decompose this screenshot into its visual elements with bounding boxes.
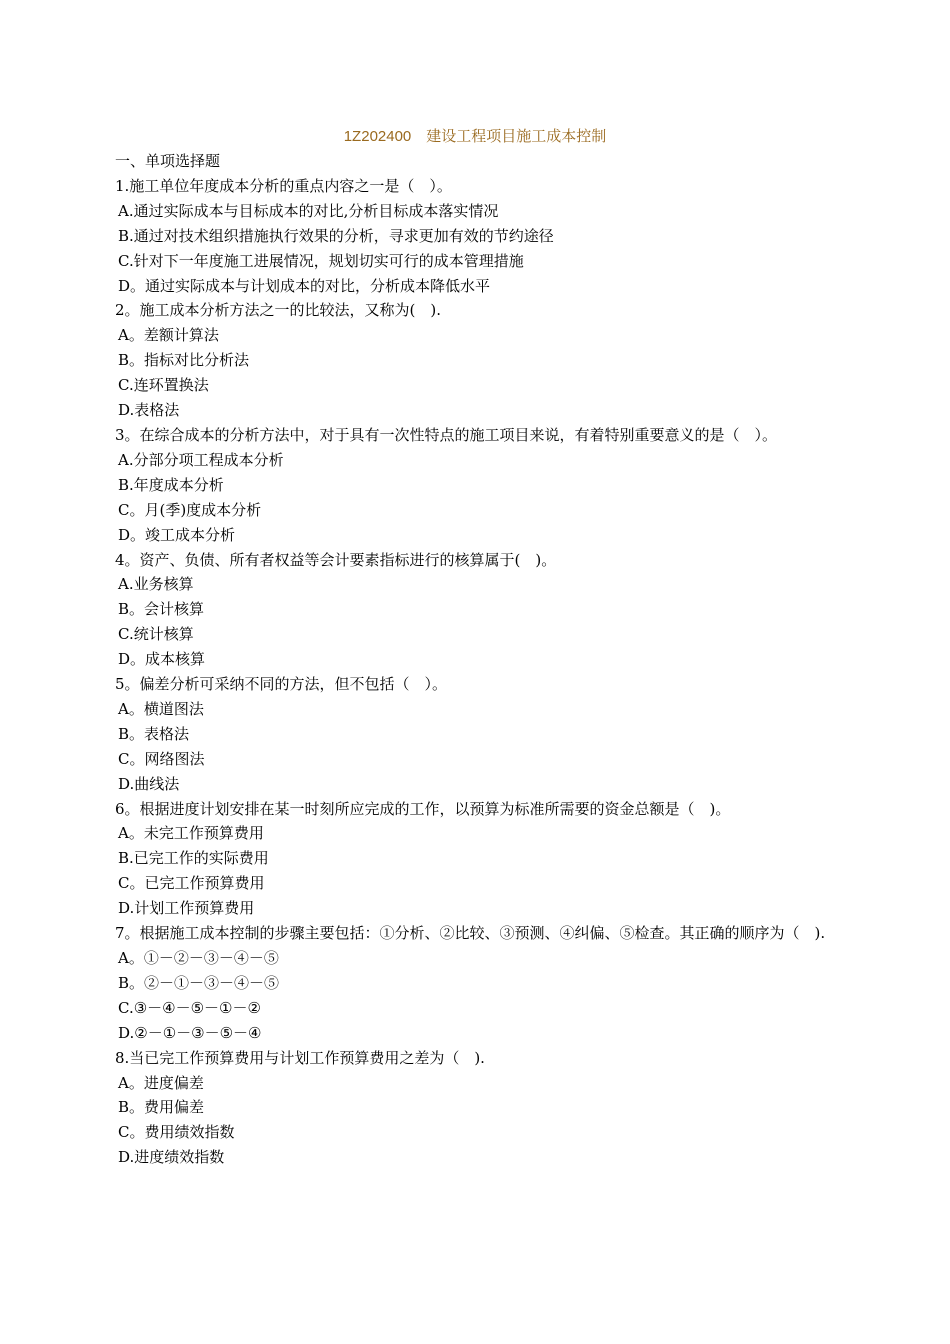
- question-stem: 1.施工单位年度成本分析的重点内容之一是（ ）。: [115, 176, 452, 195]
- option-a: A.业务核算: [118, 575, 194, 594]
- option-d: D.②－①－③－⑤－④: [118, 1023, 262, 1042]
- question-4: [115, 548, 838, 673]
- option-b: B.年度成本分析: [118, 475, 224, 494]
- question-5: [115, 672, 838, 797]
- option-d: D。通过实际成本与计划成本的对比，分析成本降低水平: [118, 276, 491, 295]
- question-stem: 8.当已完工作预算费用与计划工作预算费用之差为（ ).: [115, 1048, 485, 1067]
- option-d: D.进度绩效指数: [118, 1148, 225, 1167]
- option-b: B。指标对比分析法: [118, 351, 250, 370]
- option-d: D.表格法: [118, 401, 180, 420]
- question-6: [115, 797, 838, 922]
- option-c: C.连环置换法: [118, 376, 209, 395]
- question-7: [115, 921, 838, 1046]
- question-stem: 4。资产、负债、所有者权益等会计要素指标进行的核算属于( )。: [115, 550, 557, 569]
- question-stem: 3。在综合成本的分析方法中，对于具有一次性特点的施工项目来说，有着特别重要意义的是（ ）。: [115, 425, 778, 444]
- option-c: C。月(季)度成本分析: [118, 500, 262, 519]
- option-c: C.统计核算: [118, 625, 194, 644]
- option-d: D。成本核算: [118, 650, 206, 669]
- option-c: C.③－④－⑤－①－②: [118, 998, 261, 1017]
- option-b: B.通过对技术组织措施执行效果的分析，寻求更加有效的节约途径: [118, 226, 554, 245]
- section-heading: 一、单项选择题: [115, 152, 221, 170]
- question-stem: 2。施工成本分析方法之一的比较法，又称为( ).: [115, 301, 442, 320]
- option-a: A。进度偏差: [118, 1073, 204, 1092]
- option-c: C。费用绩效指数: [118, 1123, 235, 1142]
- option-b: B。表格法: [118, 724, 190, 743]
- option-a: A。差额计算法: [118, 326, 219, 345]
- option-b: B.已完工作的实际费用: [118, 849, 269, 868]
- option-a: A.通过实际成本与目标成本的对比,分析目标成本落实情况: [118, 201, 499, 220]
- option-a: A。①－②－③－④－⑤: [118, 949, 279, 967]
- question-8: [115, 1046, 838, 1171]
- question-stem: 5。偏差分析可采纳不同的方法，但不包括（ ）。: [115, 675, 448, 694]
- question-2: [115, 298, 838, 423]
- option-a: A。未完工作预算费用: [118, 824, 264, 843]
- option-b: B。费用偏差: [118, 1098, 205, 1117]
- option-b: B。②－①－③－④－⑤: [118, 973, 280, 992]
- question-stem: 7。根据施工成本控制的步骤主要包括：①分析、②比较、③预测、④纠偏、⑤检查。其正确的顺序为（ ).: [115, 924, 826, 943]
- question-1: [115, 174, 838, 299]
- document-title: 1Z202400 建设工程项目施工成本控制: [343, 128, 607, 145]
- option-b: B。会计核算: [118, 600, 205, 619]
- document-body: [115, 149, 838, 1170]
- option-c: C.针对下一年度施工进展情况，规划切实可行的成本管理措施: [118, 251, 524, 270]
- option-a: A.分部分项工程成本分析: [118, 450, 284, 469]
- option-c: C。网络图法: [118, 749, 205, 768]
- option-a: A。横道图法: [118, 699, 204, 718]
- question-stem: 6。根据进度计划安排在某一时刻所应完成的工作，以预算为标准所需要的资金总额是（ )。: [115, 799, 731, 818]
- option-d: D.曲线法: [118, 774, 180, 793]
- question-3: [115, 423, 838, 548]
- option-d: D。竣工成本分析: [118, 525, 236, 544]
- option-c: C。已完工作预算费用: [118, 874, 265, 893]
- option-d: D.计划工作预算费用: [118, 899, 255, 918]
